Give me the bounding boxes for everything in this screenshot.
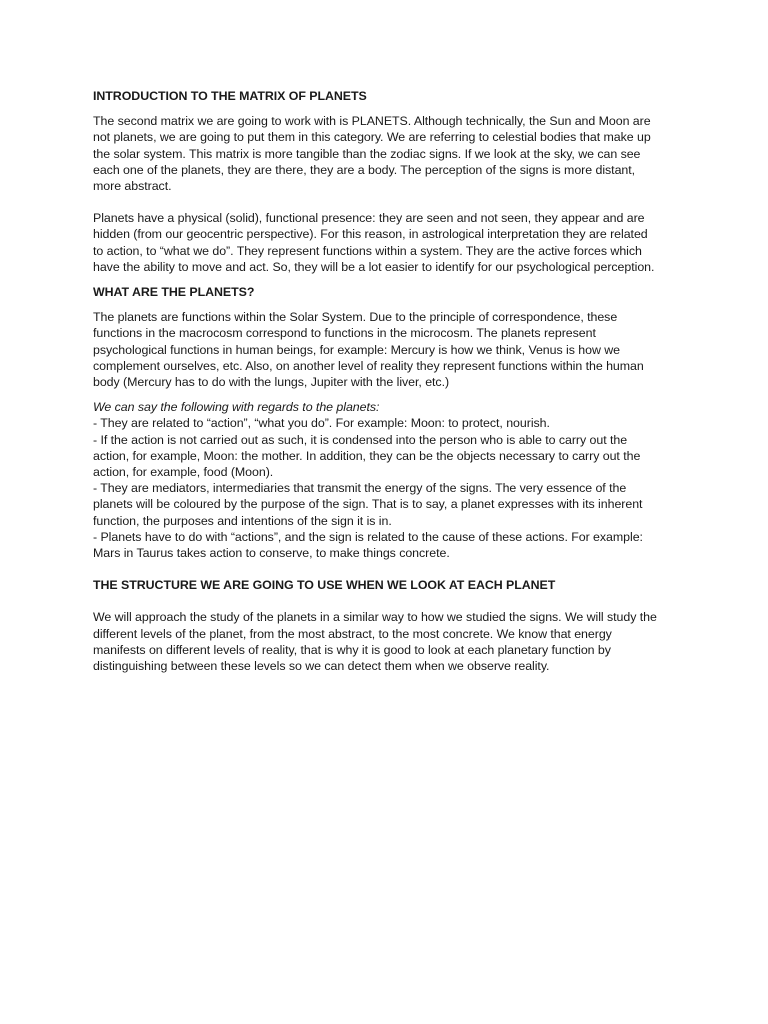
document-body (93, 88, 658, 674)
paragraph-planets-functions: The planets are functions within the Solar System. Due to the principle of correspondence, these functions in the macrocosm correspond to functions in the microcosm. The planets represent psychological functions in human beings, for example: Mercury is how we think, Venus is how we complement ourselves, etc. Also, on another level of reality they represent functions within the human body (Mercury has to do with the lungs, Jupiter with the liver, etc.) (93, 310, 644, 390)
paragraph-intro-1: The second matrix we are going to work with is PLANETS. Although technically, the Sun and Moon are not planets, we are going to put them in this category. We are referring to celestial bodies that make up the solar system. This matrix is more tangible than the zodiac signs. If we look at the sky, we can see each one of the planets, they are there, they are a body. The perception of the signs is more distant, more abstract. (93, 114, 651, 194)
list-item: - They are related to “action”, “what you do”. For example: Moon: to protect, nourish. (93, 416, 550, 431)
list-intro-italic: We can say the following with regards to the planets: (93, 400, 380, 415)
section-heading-introduction: INTRODUCTION TO THE MATRIX OF PLANETS (93, 89, 367, 103)
list-item: - They are mediators, intermediaries that transmit the energy of the signs. The very essence of the planets will be coloured by the purpose of the sign. That is to say, a planet expresses with its inherent function, the purposes and intentions of the sign it is in. (93, 481, 643, 528)
section-heading-structure: THE STRUCTURE WE ARE GOING TO USE WHEN WE LOOK AT EACH PLANET (93, 578, 556, 593)
paragraph-structure: We will approach the study of the planets in a similar way to how we studied the signs. We will study the different levels of the planet, from the most abstract, to the most concrete. We know that energy manifests on different levels of reality, that is why it is good to look at each planetary function by distinguishing between these levels so we can detect them when we observe reality. (93, 610, 657, 674)
paragraph-intro-2: Planets have a physical (solid), functional presence: they are seen and not seen, they appear and are hidden (from our geocentric perspective). For this reason, in astrological interpretation they are related to action, to “what we do”. They represent functions within a system. They are the active forces which have the ability to move and act. So, they will be a lot easier to identify for our psychological perception. (93, 211, 655, 274)
section-heading-what-are-planets: WHAT ARE THE PLANETS? (93, 285, 255, 300)
list-item: - Planets have to do with “actions”, and the sign is related to the cause of these actions. For example: Mars in Taurus takes action to conserve, to make things concrete. (93, 529, 643, 561)
list-item: - If the action is not carried out as such, it is condensed into the person who is able to carry out the action, for example, Moon: the mother. In addition, they can be the objects necessary to carry out the action, for example, food (Moon). (93, 432, 641, 480)
